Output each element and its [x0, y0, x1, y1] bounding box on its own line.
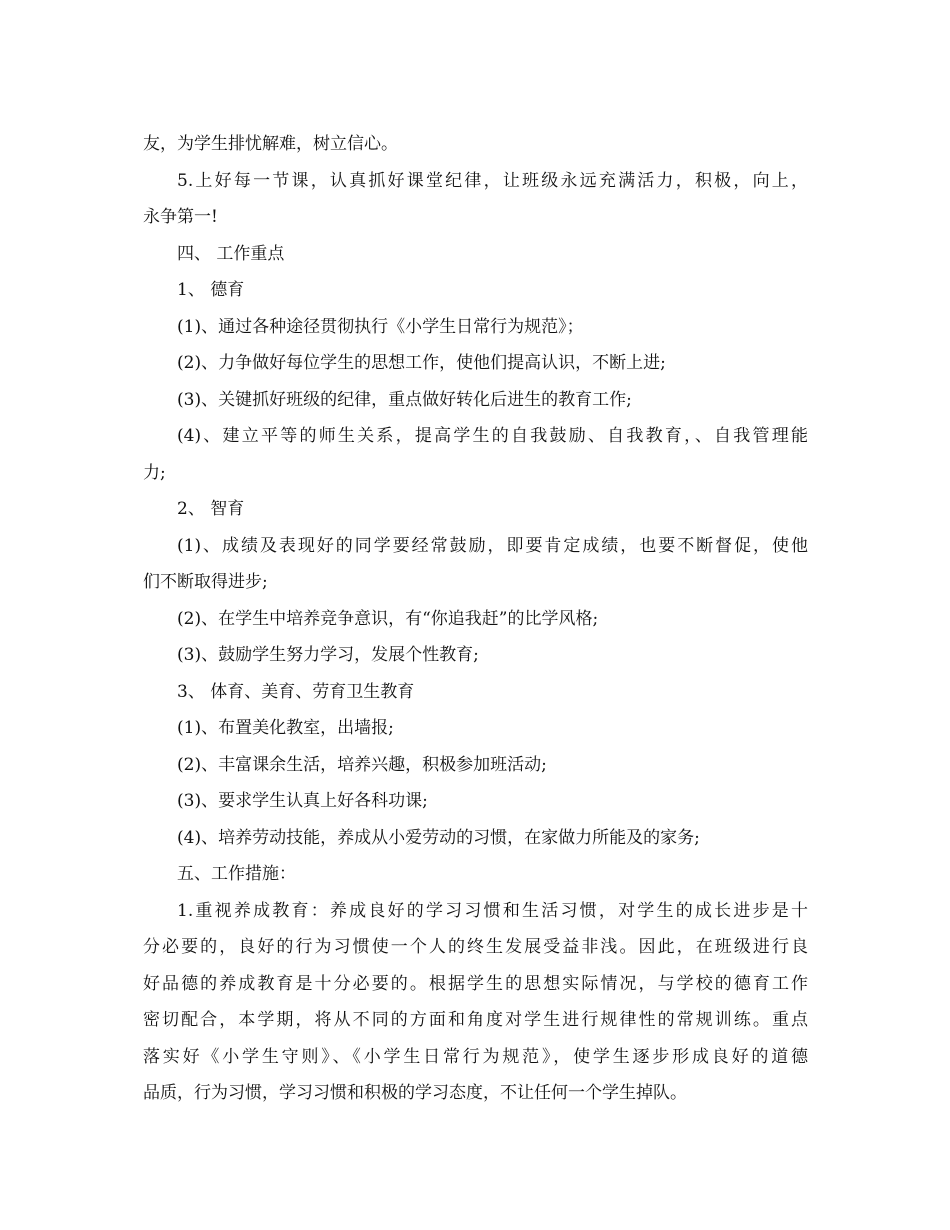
text-line: 5.上好每一节课，认真抓好课堂纪律，让班级永远充满活力，积极，向上，: [177, 170, 808, 191]
text-line: 永争第一!: [143, 207, 218, 227]
text-line: (4)、培养劳动技能，养成从小爱劳动的习惯，在家做力所能及的家务;: [177, 827, 700, 848]
text-line: 友，为学生排忧解难，树立信心。: [143, 134, 398, 154]
text-line: 好品德的养成教育是十分必要的。根据学生的思想实际情况，与学校的德育工作: [143, 973, 808, 994]
text-line: 1.重视养成教育：养成良好的学习习惯和生活习惯，对学生的成长进步是十: [177, 900, 808, 921]
text-line: 四、 工作重点: [177, 243, 285, 264]
text-line: (1)、布置美化教室，出墙报;: [177, 718, 394, 738]
text-line: (2)、丰富课余生活，培养兴趣，积极参加班活动;: [177, 754, 547, 775]
text-line: 1、 德育: [177, 280, 245, 300]
text-line: 分必要的，良好的行为习惯使一个人的终生发展受益非浅。因此，在班级进行良: [143, 937, 808, 957]
text-line: 品质，行为习惯，学习习惯和积极的学习态度，不让任何一个学生掉队。: [143, 1083, 687, 1103]
text-line: 2、 智育: [177, 499, 245, 519]
text-line: 们不断取得进步;: [143, 572, 268, 592]
text-line: (3)、要求学生认真上好各科功课;: [177, 791, 428, 811]
text-line: (2)、力争做好每位学生的思想工作，使他们提高认识，不断上进;: [177, 353, 666, 373]
text-line: (3)、鼓励学生努力学习，发展个性教育;: [177, 645, 479, 665]
text-line: (3)、关键抓好班级的纪律，重点做好转化后进生的教育工作;: [177, 389, 632, 410]
text-line: 力;: [143, 462, 166, 483]
text-line: 3、 体育、美育、劳育卫生教育: [177, 681, 415, 702]
text-line: (4)、建立平等的师生关系，提高学生的自我鼓励、自我教育，、自我管理能: [177, 426, 808, 446]
text-line: (1)、成绩及表现好的同学要经常鼓励，即要肯定成绩，也要不断督促，使他: [177, 535, 808, 556]
text-line: 五、工作措施：: [177, 864, 296, 884]
text-line: (1)、通过各种途径贯彻执行《小学生日常行为规范》；: [177, 316, 584, 337]
text-line: (2)、在学生中培养竞争意识，有“你追我赶”的比学风格;: [177, 608, 599, 629]
text-line: 密切配合，本学期，将从不同的方面和角度对学生进行规律性的常规训练。重点: [143, 1010, 808, 1030]
document-body: [143, 126, 808, 1112]
text-line: 落实好《小学生守则》、《小学生日常行为规范》，使学生逐步形成良好的道德: [143, 1046, 808, 1067]
